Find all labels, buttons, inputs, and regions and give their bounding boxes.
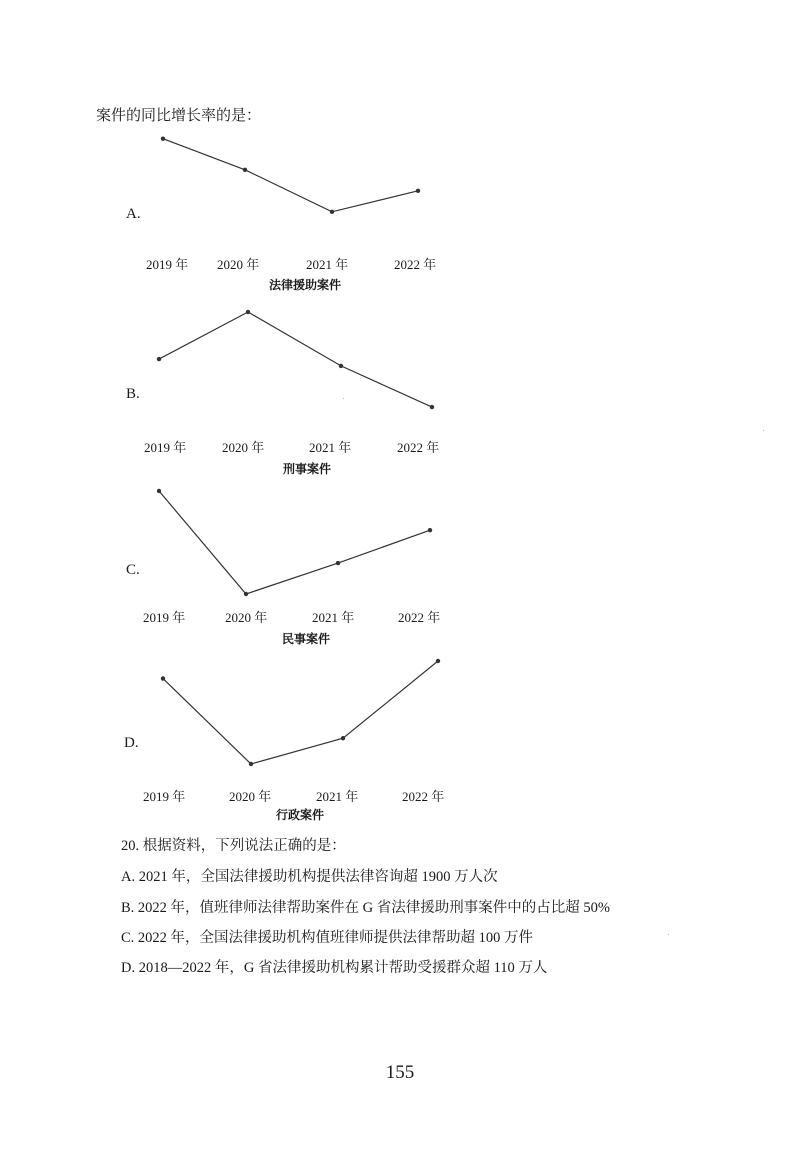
data-point (157, 357, 161, 361)
option-letter: A. (126, 206, 141, 222)
year-label: 2020 年 (217, 257, 260, 272)
data-point (157, 489, 161, 493)
data-point (249, 762, 253, 766)
answer-choice-c[interactable]: C. 2022 年，全国法律援助机构值班律师提供法律帮助超 100 万件 (121, 930, 534, 946)
data-point (428, 528, 432, 532)
chart-title: 民事案件 (282, 632, 331, 646)
chart-title: 法律援助案件 (269, 278, 342, 292)
year-label: 2020 年 (222, 440, 265, 455)
year-label: 2021 年 (309, 440, 352, 455)
series-line (163, 661, 438, 764)
answer-choice-d[interactable]: D. 2018—2022 年，G 省法律援助机构累计帮助受援群众超 110 万人 (121, 960, 548, 976)
year-label: 2022 年 (398, 610, 441, 625)
data-point (339, 364, 343, 368)
year-label: 2021 年 (316, 789, 359, 804)
year-label: 2021 年 (312, 610, 355, 625)
chart-title: 刑事案件 (283, 462, 332, 476)
data-point (161, 676, 165, 680)
year-label: 2021 年 (306, 257, 349, 272)
scan-speck (343, 398, 344, 399)
data-point (330, 210, 334, 214)
chart-title: 行政案件 (276, 808, 325, 822)
option-letter: B. (126, 386, 140, 402)
series-line (159, 491, 430, 594)
year-label: 2020 年 (229, 789, 272, 804)
year-label: 2019 年 (143, 789, 186, 804)
data-point (244, 592, 248, 596)
year-label: 2022 年 (402, 789, 445, 804)
answer-choice-a[interactable]: A. 2021 年，全国法律援助机构提供法律咨询超 1900 万人次 (121, 869, 498, 885)
data-point (436, 659, 440, 663)
year-label: 2022 年 (394, 257, 437, 272)
question-intro: 案件的同比增长率的是： (96, 108, 262, 124)
year-label: 2020 年 (225, 610, 268, 625)
series-line (163, 139, 418, 212)
option-letter: D. (124, 735, 139, 751)
year-label: 2019 年 (143, 610, 186, 625)
answer-choice-b[interactable]: B. 2022 年，值班律师法律帮助案件在 G 省法律援助刑事案件中的占比超 50% (121, 900, 610, 916)
data-point (430, 405, 434, 409)
data-point (243, 168, 247, 172)
year-label: 2019 年 (146, 257, 189, 272)
data-point (416, 189, 420, 193)
series-line (159, 312, 432, 407)
scan-speck (668, 934, 669, 935)
data-point (336, 561, 340, 565)
page-number: 155 (385, 1062, 415, 1083)
scan-speck (763, 430, 764, 431)
year-label: 2022 年 (397, 440, 440, 455)
year-label: 2019 年 (144, 440, 187, 455)
data-point (246, 310, 250, 314)
option-letter: C. (126, 562, 140, 578)
question-stem: 20. 根据资料，下列说法正确的是： (121, 838, 346, 854)
data-point (341, 736, 345, 740)
data-point (161, 137, 165, 141)
